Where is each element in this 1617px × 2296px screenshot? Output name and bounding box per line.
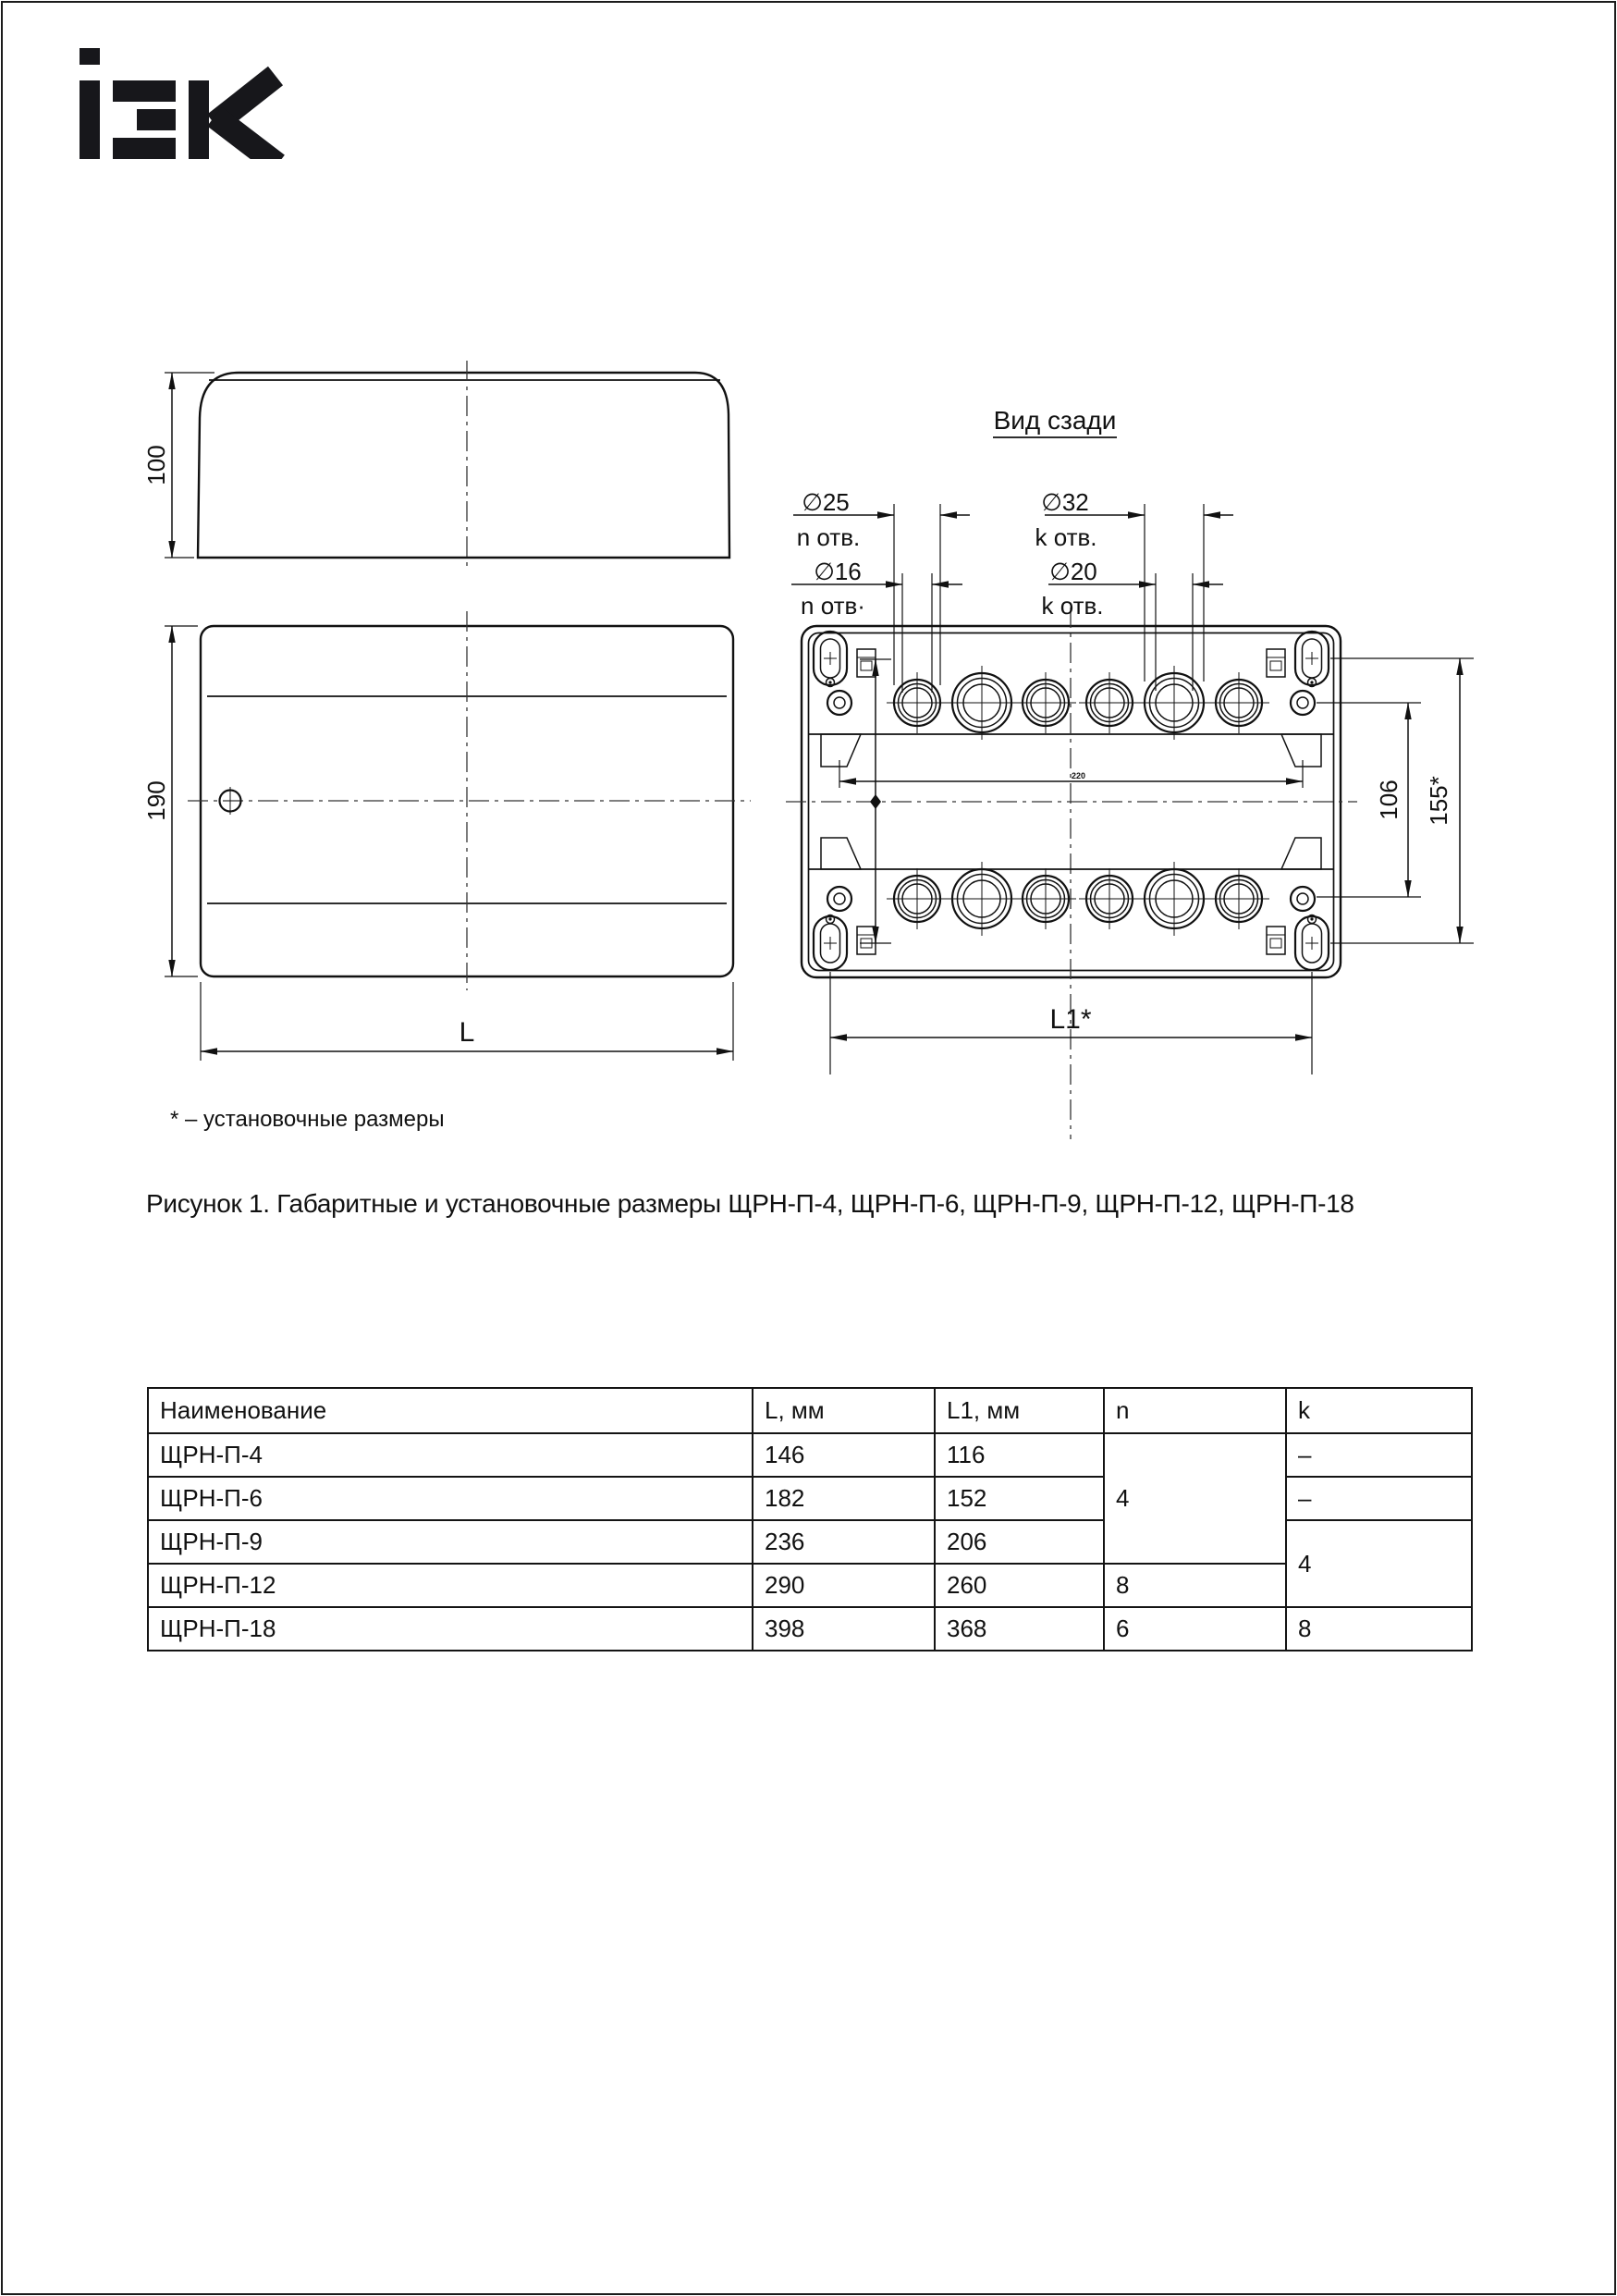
cell-n-merged: 4 (1104, 1433, 1286, 1564)
knockout-row-top (887, 666, 1269, 740)
rear-view (786, 406, 1474, 1139)
hole-qty-16: n отв· (801, 592, 865, 620)
cell-n: 8 (1104, 1564, 1286, 1607)
cell-l: 236 (753, 1520, 935, 1564)
dim-height-label: 190 (142, 780, 170, 821)
knockout-row-bottom (887, 862, 1269, 936)
table-row (148, 1564, 1472, 1607)
col-header-n: n (1104, 1388, 1286, 1433)
illegible-dim-mark (870, 794, 881, 809)
hole-dia-16: ∅16 (814, 558, 862, 585)
side-view (142, 361, 729, 571)
cell-n: 6 (1104, 1607, 1286, 1651)
hole-dia-32: ∅32 (1041, 488, 1089, 516)
table-row (148, 1607, 1472, 1651)
cell-l1: 260 (935, 1564, 1104, 1607)
cell-l: 146 (753, 1433, 935, 1477)
dim-slot-spacing-label: 155* (1425, 776, 1452, 826)
col-header-l: L, мм (753, 1388, 935, 1433)
col-header-l1: L1, мм (935, 1388, 1104, 1433)
cell-name: ЩРН-П-18 (148, 1607, 753, 1651)
cell-l1: 368 (935, 1607, 1104, 1651)
dim-inner-width-label: 220 (1071, 771, 1085, 780)
front-view (142, 611, 751, 1061)
cell-l1: 152 (935, 1477, 1104, 1520)
hole-qty-32: k отв. (1035, 523, 1097, 551)
cell-k: 8 (1286, 1607, 1472, 1651)
cell-name: ЩРН-П-4 (148, 1433, 753, 1477)
dim-depth-label: 100 (142, 445, 170, 485)
hole-dia-25: ∅25 (802, 488, 850, 516)
hole-qty-20: k отв. (1041, 592, 1104, 620)
dimensions-table (147, 1387, 1473, 1651)
cell-l: 290 (753, 1564, 935, 1607)
cell-l: 182 (753, 1477, 935, 1520)
cell-l: 398 (753, 1607, 935, 1651)
cell-name: ЩРН-П-6 (148, 1477, 753, 1520)
dim-rear-width-label: L1* (1049, 1004, 1092, 1035)
cell-l1: 206 (935, 1520, 1104, 1564)
dim-width-label: L (459, 1017, 475, 1048)
footnote: * – установочные размеры (170, 1107, 445, 1132)
col-header-k: k (1286, 1388, 1472, 1433)
cell-k: – (1286, 1477, 1472, 1520)
cell-k: – (1286, 1433, 1472, 1477)
hole-dia-20: ∅20 (1049, 558, 1097, 585)
col-header-name: Наименование (148, 1388, 753, 1433)
rear-view-title: Вид сзади (993, 406, 1117, 435)
dim-screw-spacing-label: 106 (1375, 780, 1403, 820)
cell-k-merged: 4 (1286, 1520, 1472, 1607)
table-header-row (148, 1388, 1472, 1433)
cell-name: ЩРН-П-12 (148, 1564, 753, 1607)
cell-name: ЩРН-П-9 (148, 1520, 753, 1564)
table-row (148, 1433, 1472, 1477)
figure-caption: Рисунок 1. Габаритные и установочные размеры ЩРН-П-4, ЩРН-П-6, ЩРН-П-9, ЩРН-П-12, ЩРН-П-18 (146, 1189, 1354, 1218)
hole-qty-25: n отв. (796, 523, 861, 551)
cell-l1: 116 (935, 1433, 1104, 1477)
